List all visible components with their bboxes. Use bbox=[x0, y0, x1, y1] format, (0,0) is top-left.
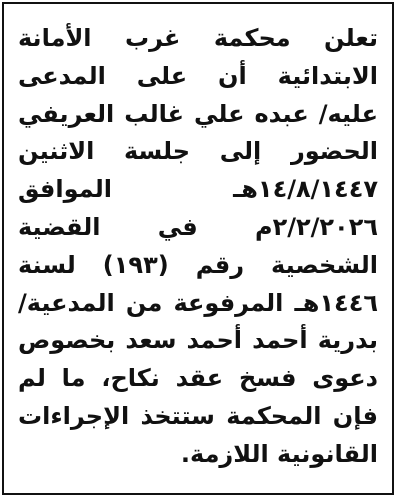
notice-line-12: القانونية اللازمة. bbox=[180, 439, 378, 468]
notice-line-10: دعوى فسخ عقد نكاح، ما لم bbox=[18, 364, 378, 393]
notice-line-3: عليه/ عبده علي غالب العريفي bbox=[18, 99, 378, 128]
notice-body bbox=[18, 20, 378, 474]
notice-line-9: بدرية أحمد أحمد سعد بخصوص bbox=[18, 326, 378, 355]
notice-line-7: الشخصية رقم (١٩٣) لسنة bbox=[18, 250, 378, 279]
notice-line-6: ٢/٢/٢٠٢٦م في القضية bbox=[18, 212, 378, 241]
notice-line-4: الحضور إلى جلسة الاثنين bbox=[18, 137, 378, 166]
notice-line-8: ١٤٤٦هـ المرفوعة من المدعية/ bbox=[18, 288, 378, 317]
notice-line-11: فإن المحكمة ستتخذ الإجراءات bbox=[18, 401, 378, 430]
notice-line-1: تعلن محكمة غرب الأمانة bbox=[18, 24, 378, 52]
notice-frame bbox=[2, 2, 394, 495]
notice-line-5: ١٤/٨/١٤٤٧هـ الموافق bbox=[18, 175, 378, 204]
notice-line-2: الابتدائية أن على المدعى bbox=[18, 61, 378, 90]
